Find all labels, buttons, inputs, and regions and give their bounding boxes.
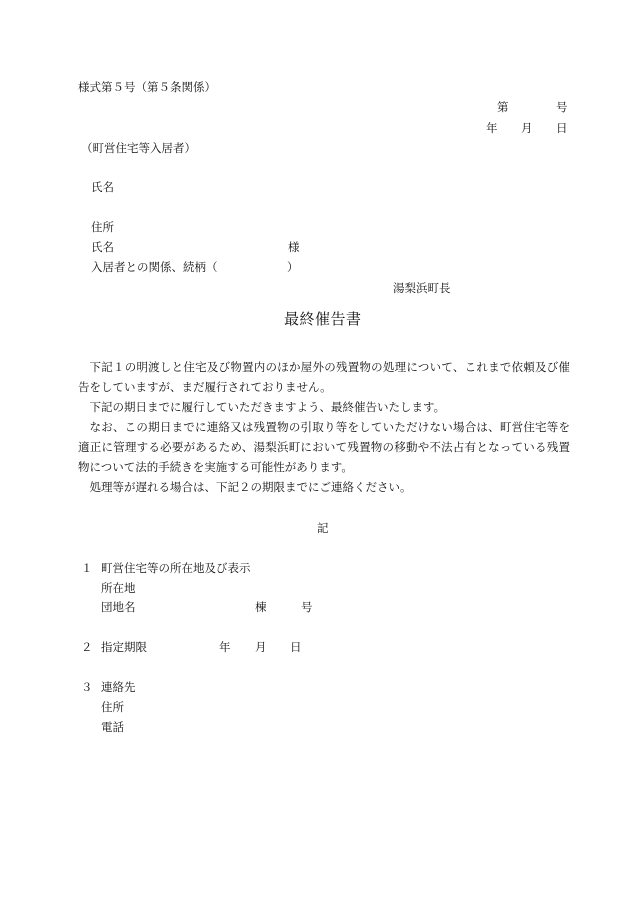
form-number: 様式第５号（第５条関係） [78, 80, 216, 94]
relation-label: 入居者との関係、続柄（ [91, 260, 218, 274]
item1-location-label: 所在地 [101, 581, 136, 595]
document-number-suffix: 号 [556, 100, 568, 114]
page-title: 最終催告書 [284, 310, 362, 328]
honorific-sama: 様 [288, 240, 300, 254]
item3-phone-label: 電話 [101, 720, 124, 734]
item3-number: ３ [81, 680, 93, 694]
item1-complex-label: 団地名 [101, 600, 136, 614]
item2-year: 年 [219, 640, 231, 654]
ki-marker: 記 [317, 521, 329, 535]
date-year: 年 [486, 121, 498, 135]
sender-mayor: 湯梨浜町長 [393, 281, 451, 295]
item1-title: 町営住宅等の所在地及び表示 [101, 561, 251, 575]
body-paragraph-1: 下記１の明渡しと住宅及び物置内のほか屋外の残置物の処理について、これまで依頼及び催告をしていますが、まだ履行されておりません。 [78, 360, 570, 394]
body-paragraph-4: 処理等が遅れる場合は、下記２の期限までにご連絡ください。 [89, 480, 412, 494]
body-paragraph-2: 下記の期日までに履行していただきますよう、最終催告いたします。 [89, 400, 446, 414]
recipient-heading: （町営住宅等入居者） [81, 141, 196, 155]
item2-day: 日 [290, 640, 302, 654]
date-day: 日 [556, 121, 568, 135]
item2-month: 月 [255, 640, 267, 654]
item1-number: １ [81, 561, 93, 575]
addressee-name-label: 氏名 [91, 240, 114, 254]
recipient-address-label: 住所 [91, 220, 114, 234]
item1-building-label: 棟 [255, 600, 267, 614]
document-number-prefix: 第 [497, 100, 509, 114]
relation-close-paren: ） [287, 260, 299, 274]
item2-title: 指定期限 [101, 640, 147, 654]
date-month: 月 [521, 121, 533, 135]
recipient-name-label: 氏名 [91, 180, 114, 194]
item2-number: ２ [81, 640, 93, 654]
item1-unit-label: 号 [301, 600, 313, 614]
item3-address-label: 住所 [101, 700, 124, 714]
body-text [78, 357, 570, 497]
item3-title: 連絡先 [101, 680, 136, 694]
body-paragraph-3: なお、この期日までに連絡又は残置物の引取り等をしていただけない場合は、町営住宅等を適正に管理する必要があるため、湯梨浜町において残置物の移動や不法占有となっている残置物について法的手続きを実施する可能性があります。 [78, 420, 570, 474]
